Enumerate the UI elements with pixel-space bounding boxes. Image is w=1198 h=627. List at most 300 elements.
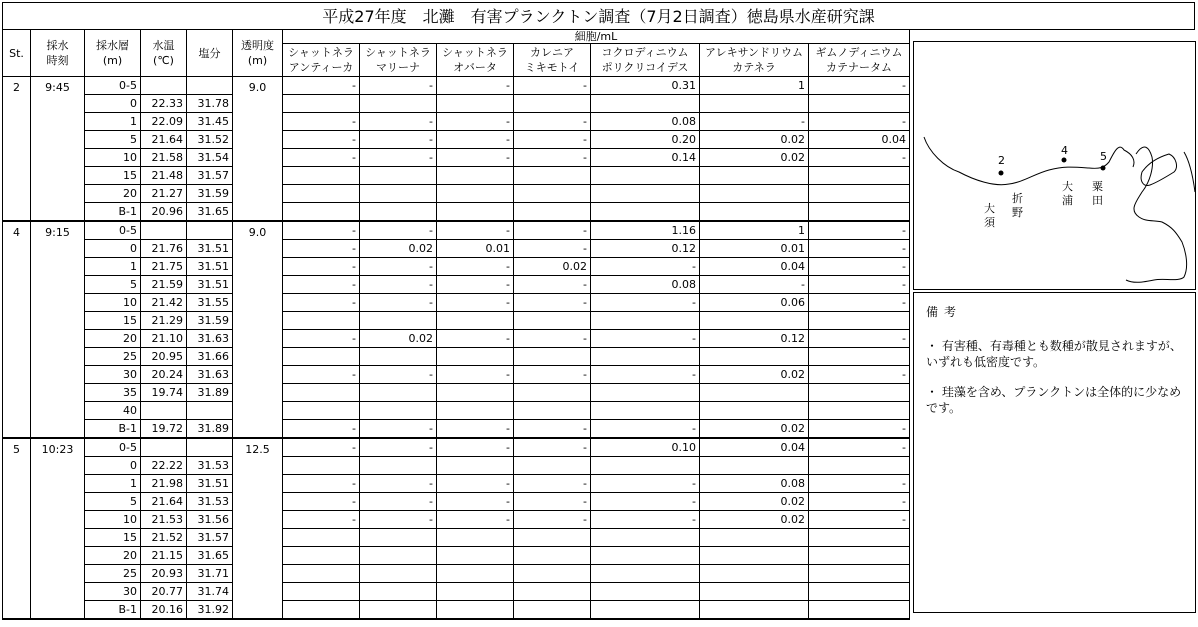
cell-density: - — [514, 366, 591, 384]
cell-density — [360, 583, 437, 601]
table-row — [3, 330, 910, 348]
cell-density — [360, 95, 437, 113]
sampling-layer: 35 — [85, 384, 141, 402]
cell-density — [437, 384, 514, 402]
cell-density: 0.01 — [437, 240, 514, 258]
cell-density — [283, 167, 360, 185]
station-id: 2 — [3, 77, 31, 222]
map-place-oura: 大浦 — [1062, 180, 1073, 207]
cell-density — [514, 167, 591, 185]
cell-density: - — [700, 276, 809, 294]
sampling-layer: 0 — [85, 240, 141, 258]
water-temp — [141, 438, 187, 457]
cell-density — [591, 565, 700, 583]
cell-density — [700, 402, 809, 420]
cell-density: 0.10 — [591, 438, 700, 457]
salinity: 31.59 — [187, 312, 233, 330]
cell-density — [437, 547, 514, 565]
salinity — [187, 438, 233, 457]
cell-density — [283, 402, 360, 420]
sampling-layer: 10 — [85, 511, 141, 529]
map-label-st4: 4 — [1061, 144, 1068, 157]
cell-density — [514, 601, 591, 620]
cell-density: 1 — [700, 221, 809, 240]
sampling-layer: 1 — [85, 475, 141, 493]
cell-density: - — [514, 511, 591, 529]
cell-density: 0.04 — [700, 258, 809, 276]
cell-density — [809, 185, 910, 203]
header-transparency: 透明度 (m) — [233, 30, 283, 77]
cell-density: - — [809, 438, 910, 457]
cell-density — [283, 529, 360, 547]
sampling-layer: 0-5 — [85, 77, 141, 95]
cell-density: - — [360, 131, 437, 149]
cell-density: - — [809, 420, 910, 439]
table-row — [3, 547, 910, 565]
cell-density — [700, 583, 809, 601]
cell-density — [591, 402, 700, 420]
cell-density: - — [283, 221, 360, 240]
sampling-layer: 10 — [85, 294, 141, 312]
cell-density: - — [514, 330, 591, 348]
cell-density: - — [283, 493, 360, 511]
cell-density: - — [591, 511, 700, 529]
water-temp: 21.52 — [141, 529, 187, 547]
cell-density — [514, 583, 591, 601]
cell-density: - — [360, 276, 437, 294]
cell-density — [514, 457, 591, 475]
cell-density — [700, 348, 809, 366]
header-species: ギムノディニウム カテナータム — [809, 44, 910, 77]
cell-density: - — [809, 276, 910, 294]
cell-density — [360, 167, 437, 185]
salinity: 31.52 — [187, 131, 233, 149]
header-species: シャットネラ マリーナ — [360, 44, 437, 77]
station-5-marker — [1101, 166, 1106, 171]
water-temp: 21.15 — [141, 547, 187, 565]
cell-density: - — [360, 221, 437, 240]
sampling-layer: 0-5 — [85, 221, 141, 240]
salinity: 31.53 — [187, 457, 233, 475]
cell-density: - — [360, 294, 437, 312]
water-temp — [141, 402, 187, 420]
cell-density — [437, 402, 514, 420]
cell-density: 0.31 — [591, 77, 700, 95]
sampling-layer: 15 — [85, 529, 141, 547]
salinity: 31.51 — [187, 258, 233, 276]
salinity: 31.66 — [187, 348, 233, 366]
header-species: コクロディニウム ポリクリコイデス — [591, 44, 700, 77]
cell-density: - — [360, 475, 437, 493]
cell-density: - — [591, 366, 700, 384]
cell-density — [809, 565, 910, 583]
map-place-osu: 大須 — [984, 202, 995, 229]
salinity: 31.55 — [187, 294, 233, 312]
salinity: 31.78 — [187, 95, 233, 113]
cell-density — [809, 348, 910, 366]
cell-density: 1.16 — [591, 221, 700, 240]
cell-density — [437, 95, 514, 113]
cell-density: - — [283, 294, 360, 312]
table-row — [3, 276, 910, 294]
cell-density: - — [514, 77, 591, 95]
table-row — [3, 529, 910, 547]
cell-density: 0.08 — [700, 475, 809, 493]
cell-density — [591, 384, 700, 402]
cell-density: - — [360, 113, 437, 131]
station-2-marker — [999, 171, 1004, 176]
cell-density: - — [514, 276, 591, 294]
table-row — [3, 149, 910, 167]
salinity — [187, 402, 233, 420]
header-station: St. — [3, 30, 31, 77]
cell-density — [360, 547, 437, 565]
cell-density: - — [283, 258, 360, 276]
page-title: 平成27年度 北灘 有害プランクトン調査（7月2日調査）徳島県水産研究課 — [2, 2, 1195, 30]
header-time: 採水 時刻 — [31, 30, 85, 77]
cell-density: - — [591, 420, 700, 439]
sampling-layer: 0-5 — [85, 438, 141, 457]
cell-density — [514, 95, 591, 113]
water-temp: 22.09 — [141, 113, 187, 131]
table-row — [3, 294, 910, 312]
cell-density: - — [283, 276, 360, 294]
sampling-layer: 1 — [85, 113, 141, 131]
cell-density — [360, 529, 437, 547]
cell-density: 0.02 — [700, 420, 809, 439]
cell-density: - — [437, 511, 514, 529]
water-temp: 20.16 — [141, 601, 187, 620]
cell-density — [809, 312, 910, 330]
sampling-time: 9:15 — [31, 221, 85, 438]
map-label-st5: 5 — [1100, 150, 1107, 163]
cell-density: - — [283, 330, 360, 348]
cell-density — [700, 547, 809, 565]
salinity: 31.65 — [187, 547, 233, 565]
salinity: 31.51 — [187, 475, 233, 493]
cell-density — [809, 402, 910, 420]
header-species: カレニア ミキモトイ — [514, 44, 591, 77]
cell-density — [809, 529, 910, 547]
cell-density: 0.12 — [700, 330, 809, 348]
cell-density: - — [360, 438, 437, 457]
water-temp: 21.27 — [141, 185, 187, 203]
cell-density: - — [809, 366, 910, 384]
cell-density: - — [514, 240, 591, 258]
cell-density: - — [437, 493, 514, 511]
cell-density: - — [283, 77, 360, 95]
cell-density — [283, 95, 360, 113]
cell-density — [591, 95, 700, 113]
cell-density — [591, 185, 700, 203]
cell-density — [283, 547, 360, 565]
cell-density: - — [700, 113, 809, 131]
cell-density: 0.02 — [700, 493, 809, 511]
table-row — [3, 240, 910, 258]
table-row — [3, 185, 910, 203]
table-row — [3, 493, 910, 511]
table-row — [3, 77, 910, 95]
salinity: 31.65 — [187, 203, 233, 222]
cell-density — [700, 529, 809, 547]
cell-density: - — [591, 258, 700, 276]
table-row — [3, 475, 910, 493]
water-temp: 21.75 — [141, 258, 187, 276]
cell-density: - — [809, 493, 910, 511]
cell-density — [591, 348, 700, 366]
cell-density — [591, 203, 700, 222]
table-row — [3, 113, 910, 131]
water-temp: 21.64 — [141, 131, 187, 149]
cell-density — [437, 529, 514, 547]
cell-density: 0.20 — [591, 131, 700, 149]
cell-density — [809, 203, 910, 222]
salinity: 31.51 — [187, 276, 233, 294]
cell-density — [283, 457, 360, 475]
cell-density: - — [514, 221, 591, 240]
salinity: 31.45 — [187, 113, 233, 131]
salinity — [187, 77, 233, 95]
sampling-layer: 20 — [85, 547, 141, 565]
cell-density: - — [514, 294, 591, 312]
sampling-layer: 5 — [85, 131, 141, 149]
table-row — [3, 366, 910, 384]
cell-density — [809, 95, 910, 113]
cell-density: - — [283, 240, 360, 258]
table-row — [3, 565, 910, 583]
cell-density: - — [437, 294, 514, 312]
salinity — [187, 221, 233, 240]
cell-density: - — [809, 511, 910, 529]
cell-density — [437, 601, 514, 620]
cell-density — [283, 312, 360, 330]
cell-density: - — [283, 366, 360, 384]
cell-density — [437, 565, 514, 583]
cell-density — [360, 565, 437, 583]
cell-density: - — [809, 475, 910, 493]
cell-density: 0.02 — [700, 511, 809, 529]
transparency: 9.0 — [233, 221, 283, 438]
sampling-layer: 1 — [85, 258, 141, 276]
cell-density: 1 — [700, 77, 809, 95]
cell-density — [700, 167, 809, 185]
sampling-time: 10:23 — [31, 438, 85, 619]
cell-density — [700, 384, 809, 402]
cell-density: 0.12 — [591, 240, 700, 258]
cell-density: - — [360, 149, 437, 167]
cell-density — [514, 348, 591, 366]
sampling-layer: 20 — [85, 330, 141, 348]
map-place-awata: 粟田 — [1092, 180, 1103, 207]
cell-density — [514, 185, 591, 203]
water-temp: 21.10 — [141, 330, 187, 348]
table-row — [3, 258, 910, 276]
cell-density: 0.14 — [591, 149, 700, 167]
water-temp: 22.33 — [141, 95, 187, 113]
cell-density — [591, 529, 700, 547]
cell-density — [360, 203, 437, 222]
cell-density: - — [591, 294, 700, 312]
cell-density: 0.02 — [360, 240, 437, 258]
cell-density — [591, 167, 700, 185]
cell-density — [283, 565, 360, 583]
cell-density: - — [360, 258, 437, 276]
sampling-layer: B-1 — [85, 601, 141, 620]
cell-density: - — [514, 420, 591, 439]
cell-density — [514, 529, 591, 547]
cell-density: - — [360, 366, 437, 384]
cell-density — [437, 167, 514, 185]
salinity: 31.89 — [187, 420, 233, 439]
water-temp: 20.77 — [141, 583, 187, 601]
table-row — [3, 221, 910, 240]
cell-density: - — [809, 77, 910, 95]
water-temp: 21.98 — [141, 475, 187, 493]
station-4-marker — [1062, 158, 1067, 163]
salinity: 31.63 — [187, 330, 233, 348]
cell-density — [700, 95, 809, 113]
cell-density — [360, 402, 437, 420]
cell-density: - — [437, 77, 514, 95]
remark-item: ・ 有害種、有毒種とも数種が散見されますが、いずれも低密度です。 — [926, 339, 1182, 369]
cell-density: - — [809, 294, 910, 312]
water-temp: 21.29 — [141, 312, 187, 330]
table-row — [3, 167, 910, 185]
water-temp: 19.72 — [141, 420, 187, 439]
salinity: 31.54 — [187, 149, 233, 167]
salinity: 31.53 — [187, 493, 233, 511]
cell-density — [360, 312, 437, 330]
salinity: 31.59 — [187, 185, 233, 203]
cell-density: - — [283, 475, 360, 493]
cell-density: - — [437, 221, 514, 240]
cell-density — [809, 457, 910, 475]
cell-density: 0.02 — [700, 131, 809, 149]
cell-density: - — [514, 493, 591, 511]
cell-density: - — [437, 258, 514, 276]
cell-density — [700, 601, 809, 620]
water-temp — [141, 221, 187, 240]
water-temp: 21.76 — [141, 240, 187, 258]
table-row — [3, 583, 910, 601]
cell-density: 0.01 — [700, 240, 809, 258]
header-species: シャットネラ アンティーカ — [283, 44, 360, 77]
cell-density — [514, 203, 591, 222]
header-species: アレキサンドリウム カテネラ — [700, 44, 809, 77]
cell-density: - — [809, 221, 910, 240]
cell-density: - — [809, 149, 910, 167]
cell-density: 0.04 — [700, 438, 809, 457]
sampling-layer: 15 — [85, 167, 141, 185]
table-row — [3, 348, 910, 366]
cell-density — [700, 457, 809, 475]
cell-density — [283, 348, 360, 366]
sampling-layer: 20 — [85, 185, 141, 203]
cell-density: 0.02 — [700, 149, 809, 167]
cell-density: - — [809, 258, 910, 276]
sampling-layer: B-1 — [85, 203, 141, 222]
cell-density — [437, 312, 514, 330]
cell-density — [591, 457, 700, 475]
cell-density: - — [360, 493, 437, 511]
table-row — [3, 95, 910, 113]
salinity: 31.57 — [187, 529, 233, 547]
cell-density: - — [809, 330, 910, 348]
cell-density — [437, 348, 514, 366]
table-row — [3, 438, 910, 457]
cell-density — [283, 185, 360, 203]
cell-density: - — [283, 149, 360, 167]
water-temp: 20.93 — [141, 565, 187, 583]
cell-density: - — [283, 113, 360, 131]
cell-density: - — [283, 511, 360, 529]
cell-density: - — [591, 493, 700, 511]
sampling-layer: 30 — [85, 583, 141, 601]
water-temp: 21.42 — [141, 294, 187, 312]
cell-density — [360, 348, 437, 366]
cell-density — [283, 601, 360, 620]
cell-density — [360, 601, 437, 620]
water-temp: 21.58 — [141, 149, 187, 167]
cell-density: - — [514, 113, 591, 131]
cell-density — [591, 312, 700, 330]
header-layer: 採水層 (m) — [85, 30, 141, 77]
cell-density: 0.08 — [591, 113, 700, 131]
table-row — [3, 601, 910, 620]
table-row — [3, 511, 910, 529]
sampling-layer: 15 — [85, 312, 141, 330]
cell-density: - — [437, 149, 514, 167]
cell-density — [591, 583, 700, 601]
sampling-layer: 25 — [85, 565, 141, 583]
sampling-layer: 0 — [85, 95, 141, 113]
cell-density: - — [514, 149, 591, 167]
header-species: シャットネラ オバータ — [437, 44, 514, 77]
salinity: 31.74 — [187, 583, 233, 601]
cell-density: - — [437, 438, 514, 457]
sampling-layer: 30 — [85, 366, 141, 384]
cell-density — [514, 565, 591, 583]
table-row — [3, 312, 910, 330]
sampling-layer: 10 — [85, 149, 141, 167]
cell-density — [514, 312, 591, 330]
cell-density — [591, 601, 700, 620]
cell-density: - — [360, 420, 437, 439]
cell-density: - — [360, 511, 437, 529]
sampling-time: 9:45 — [31, 77, 85, 222]
salinity: 31.51 — [187, 240, 233, 258]
cell-density — [437, 203, 514, 222]
cell-density — [360, 457, 437, 475]
sampling-layer: 5 — [85, 493, 141, 511]
station-map — [913, 41, 1196, 290]
cell-density: - — [283, 420, 360, 439]
cell-density: - — [437, 330, 514, 348]
cell-density — [283, 583, 360, 601]
cell-density: - — [514, 131, 591, 149]
table-row — [3, 203, 910, 222]
water-temp: 19.74 — [141, 384, 187, 402]
water-temp: 20.24 — [141, 366, 187, 384]
cell-density: 0.02 — [700, 366, 809, 384]
cell-density: - — [809, 240, 910, 258]
plankton-table — [2, 29, 910, 620]
table-row — [3, 420, 910, 439]
sampling-layer: 25 — [85, 348, 141, 366]
cell-density — [437, 457, 514, 475]
cell-density: 0.06 — [700, 294, 809, 312]
sampling-layer: 40 — [85, 402, 141, 420]
